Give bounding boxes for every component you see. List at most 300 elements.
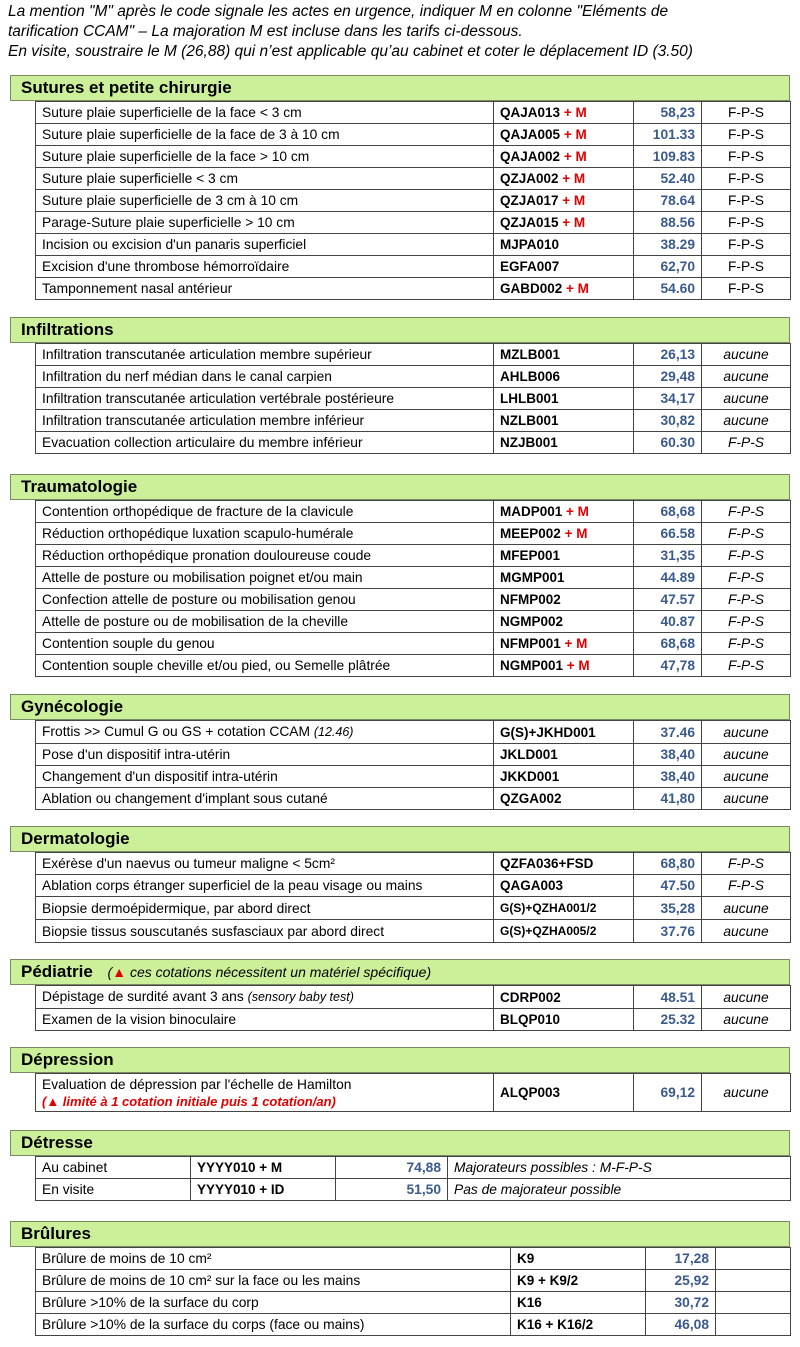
act-price: 17,28: [646, 1248, 716, 1270]
act-label: Confection attelle de posture ou mobilisation genou: [42, 592, 356, 607]
act-price: 68,80: [634, 853, 702, 875]
act-majoration: [716, 1314, 791, 1336]
act-code: K16 + K16/2: [517, 1317, 594, 1332]
table-row: [36, 1009, 791, 1031]
table-row: [36, 256, 791, 278]
table-row: [36, 146, 791, 168]
act-code-cell: [494, 124, 634, 146]
act-code: MGMP001: [500, 570, 565, 585]
table-row: [36, 766, 791, 788]
urgency-marker: + M: [562, 193, 586, 208]
act-code: QAJA002: [500, 149, 561, 164]
table-row: [36, 1248, 791, 1270]
table-gynecologie: [35, 720, 791, 810]
intro-line-3: En visite, soustraire le M (26,88) qui n’est applicable qu’au cabinet et coter le déplacement ID (3.50): [8, 43, 693, 60]
act-label: Examen de la vision binoculaire: [42, 1012, 237, 1027]
act-code-cell: [511, 1248, 646, 1270]
urgency-marker: + M: [562, 215, 586, 230]
act-majoration: aucune: [702, 920, 791, 943]
intro-note: [8, 2, 798, 62]
act-label: Contention souple cheville et/ou pied, ou Semelle plâtrée: [42, 658, 391, 673]
section-header: [10, 959, 790, 985]
act-code: MJPA010: [500, 237, 560, 252]
act-price: 37.76: [634, 920, 702, 943]
urgency-marker: + M: [562, 171, 586, 186]
act-code: QAJA005: [500, 127, 561, 142]
act-label-cell: [36, 190, 494, 212]
section-gynecologie: [10, 694, 790, 810]
act-price: 30,82: [634, 410, 702, 432]
act-label-cell: [36, 146, 494, 168]
act-label: Ablation ou changement d'implant sous cutané: [42, 791, 328, 806]
intro-line-1: La mention "M" après le code signale les actes en urgence, indiquer M en colonne "Eléments de: [8, 3, 669, 20]
act-label: Réduction orthopédique pronation douloureuse coude: [42, 548, 372, 563]
act-code-cell: [494, 366, 634, 388]
act-price: 30,72: [646, 1292, 716, 1314]
table-row: [36, 234, 791, 256]
table-detresse: [35, 1156, 791, 1201]
act-code: MADP001: [500, 504, 563, 519]
act-price: 26,13: [634, 344, 702, 366]
act-label-cell: [36, 655, 494, 677]
section-note: [108, 964, 432, 980]
act-label: Parage-Suture plaie superficielle > 10 cm: [42, 215, 295, 230]
section-sutures: [10, 75, 790, 300]
act-label-cell: [36, 1248, 511, 1270]
section-title: Dermatologie: [10, 826, 790, 852]
act-code-cell: [494, 567, 634, 589]
table-row: [36, 1157, 791, 1179]
act-label-cell: [36, 278, 494, 300]
table-row: [36, 1270, 791, 1292]
act-label: Suture plaie superficielle de la face > 10 cm: [42, 149, 310, 164]
act-label-cell: [36, 897, 494, 920]
act-label: Biopsie tissus souscutanés susfasciaux par abord direct: [42, 923, 385, 939]
table-row: [36, 344, 791, 366]
act-code: MZLB001: [500, 347, 561, 362]
table-traumatologie: [35, 500, 791, 677]
act-majoration: aucune: [702, 986, 791, 1009]
act-price: 47.57: [634, 589, 702, 611]
act-price: 44.89: [634, 567, 702, 589]
act-code-cell: [494, 168, 634, 190]
table-row: [36, 278, 791, 300]
act-majoration: F-P-S: [702, 655, 791, 677]
act-code: JKLD001: [500, 747, 558, 762]
act-label-cell: [36, 212, 494, 234]
act-price: 54.60: [634, 278, 702, 300]
act-code-cell: [494, 986, 634, 1009]
act-code-cell: [511, 1314, 646, 1336]
act-majoration: Pas de majorateur possible: [448, 1179, 791, 1201]
act-code-cell: [494, 432, 634, 454]
urgency-marker: + M: [564, 526, 588, 541]
act-code: QZGA002: [500, 791, 562, 806]
act-code: K9: [517, 1251, 535, 1266]
act-price: 66.58: [634, 523, 702, 545]
act-price: 52.40: [634, 168, 702, 190]
act-code: G(S)+JKHD001: [500, 724, 596, 740]
act-majoration: F-P-S: [702, 432, 791, 454]
urgency-marker: + M: [563, 149, 587, 164]
act-code-cell: [494, 278, 634, 300]
act-price: 69,12: [634, 1074, 702, 1112]
table-row: [36, 875, 791, 897]
act-code-cell: [494, 388, 634, 410]
act-majoration: F-P-S: [702, 501, 791, 523]
act-code-cell: [494, 256, 634, 278]
act-code: K16: [517, 1295, 542, 1310]
act-label: Infiltration transcutanée articulation membre supérieur: [42, 347, 372, 362]
act-label: Ablation corps étranger superficiel de la peau visage ou mains: [42, 878, 423, 893]
act-label-cell: [36, 875, 494, 897]
section-traumatologie: [10, 474, 790, 677]
act-price: 109.83: [634, 146, 702, 168]
act-code: EGFA007: [500, 259, 560, 274]
table-row: [36, 1179, 791, 1201]
act-code-cell: [511, 1270, 646, 1292]
act-price: 60.30: [634, 432, 702, 454]
act-majoration: aucune: [702, 388, 791, 410]
act-code-cell: [494, 102, 634, 124]
act-label-cell: [36, 1270, 511, 1292]
act-price: 41,80: [634, 788, 702, 810]
act-label-cell: [36, 256, 494, 278]
act-code: AHLB006: [500, 369, 561, 384]
act-price: 25.32: [634, 1009, 702, 1031]
act-label-cell: [36, 1292, 511, 1314]
section-detresse: [10, 1130, 790, 1201]
section-infiltrations: [10, 317, 790, 454]
section-pediatrie: [10, 959, 790, 1031]
act-label: Changement d'un dispositif intra-utérin: [42, 769, 278, 784]
warning-triangle-icon: ▲: [112, 964, 127, 980]
act-label-cell: [36, 744, 494, 766]
table-row: [36, 1292, 791, 1314]
act-label-cell: [36, 853, 494, 875]
act-code: CDRP002: [500, 989, 561, 1005]
act-code: QAJA013: [500, 105, 561, 120]
act-code: NFMP001: [500, 636, 561, 651]
section-title: Brûlures: [10, 1221, 790, 1247]
act-code-cell: [494, 721, 634, 744]
act-code: QZJA015: [500, 215, 559, 230]
table-row: [36, 655, 791, 677]
act-majoration: F-P-S: [702, 875, 791, 897]
act-majoration: aucune: [702, 410, 791, 432]
act-code-cell: [494, 853, 634, 875]
act-label: Brûlure >10% de la surface du corp: [42, 1295, 259, 1310]
table-row: [36, 897, 791, 920]
act-code: NGMP001: [500, 658, 564, 673]
act-code-cell: [494, 633, 634, 655]
act-code: LHLB001: [500, 391, 559, 406]
act-label: Dépistage de surdité avant 3 ans: [42, 989, 248, 1004]
act-label-cell: [36, 168, 494, 190]
act-code: G(S)+QZHA005/2: [500, 924, 597, 938]
table-row: [36, 1314, 791, 1336]
section-title: Détresse: [10, 1130, 790, 1156]
act-price: 29,48: [634, 366, 702, 388]
table-row: [36, 545, 791, 567]
act-price: 88.56: [634, 212, 702, 234]
table-row: [36, 633, 791, 655]
act-majoration: F-P-S: [702, 523, 791, 545]
act-label: Infiltration du nerf médian dans le canal carpien: [42, 369, 332, 384]
act-label: Attelle de posture ou de mobilisation de la cheville: [42, 614, 349, 629]
act-label-cell: [36, 501, 494, 523]
table-depression: [35, 1073, 791, 1112]
act-price: 74,88: [336, 1157, 448, 1179]
act-code-cell: [494, 744, 634, 766]
section-title: Gynécologie: [10, 694, 790, 720]
urgency-marker: + M: [564, 636, 588, 651]
table-row: [36, 1074, 791, 1112]
act-majoration: F-P-S: [702, 102, 791, 124]
act-label: Au cabinet: [36, 1157, 191, 1179]
act-majoration: F-P-S: [702, 545, 791, 567]
act-majoration: F-P-S: [702, 853, 791, 875]
act-majoration: [716, 1292, 791, 1314]
act-price: 46,08: [646, 1314, 716, 1336]
act-price: 101.33: [634, 124, 702, 146]
act-label-cell: [36, 589, 494, 611]
act-price: 25,92: [646, 1270, 716, 1292]
act-label-cell: [36, 388, 494, 410]
act-label-cell: [36, 567, 494, 589]
act-majoration: Majorateurs possibles : M-F-P-S: [448, 1157, 791, 1179]
act-majoration: F-P-S: [702, 256, 791, 278]
act-majoration: F-P-S: [702, 212, 791, 234]
act-price: 48.51: [634, 986, 702, 1009]
note-open: (: [107, 964, 113, 980]
act-price: 58,23: [634, 102, 702, 124]
act-label-cell: [36, 1009, 494, 1031]
act-code-cell: [511, 1292, 646, 1314]
table-row: [36, 920, 791, 943]
act-label-note: (sensory baby test): [247, 990, 354, 1004]
act-code-cell: [494, 523, 634, 545]
act-label: Contention orthopédique de fracture de la clavicule: [42, 504, 354, 519]
section-title: Sutures et petite chirurgie: [10, 75, 790, 101]
table-dermatologie: [35, 852, 791, 943]
act-majoration: F-P-S: [702, 589, 791, 611]
act-majoration: F-P-S: [702, 234, 791, 256]
act-label-note: (12.46): [313, 725, 354, 739]
act-majoration: aucune: [702, 344, 791, 366]
act-price: 68,68: [634, 633, 702, 655]
section-title: Pédiatrie: [21, 962, 93, 981]
act-price: 40.87: [634, 611, 702, 633]
act-code-cell: [494, 190, 634, 212]
act-code-cell: [494, 212, 634, 234]
table-row: [36, 744, 791, 766]
act-code-cell: [494, 501, 634, 523]
table-row: [36, 523, 791, 545]
table-brulures: [35, 1247, 791, 1336]
table-row: [36, 366, 791, 388]
act-label-cell: [36, 788, 494, 810]
act-label: Suture plaie superficielle < 3 cm: [42, 171, 238, 186]
section-title: Dépression: [10, 1047, 790, 1073]
act-label-cell: [36, 611, 494, 633]
table-row: [36, 721, 791, 744]
act-label-cell: [36, 234, 494, 256]
act-label: Brûlure de moins de 10 cm² sur la face ou les mains: [42, 1273, 361, 1288]
section-brulures: [10, 1221, 790, 1336]
act-label-cell: [36, 410, 494, 432]
act-majoration: aucune: [702, 788, 791, 810]
act-majoration: aucune: [702, 721, 791, 744]
act-majoration: aucune: [702, 897, 791, 920]
act-label: Frottis >> Cumul G ou GS + cotation CCAM: [42, 724, 314, 739]
table-row: [36, 501, 791, 523]
note-text: ces cotations nécessitent un matériel spécifique): [126, 964, 432, 980]
act-majoration: aucune: [702, 1009, 791, 1031]
act-code: QAGA003: [500, 878, 564, 893]
act-code: G(S)+QZHA001/2: [500, 901, 597, 915]
table-row: [36, 986, 791, 1009]
table-sutures: [35, 101, 791, 300]
act-code: K9 + K9/2: [517, 1273, 579, 1288]
act-majoration: [716, 1270, 791, 1292]
table-row: [36, 853, 791, 875]
act-code: BLQP010: [500, 1012, 561, 1027]
table-row: [36, 388, 791, 410]
act-label-cell: [36, 721, 494, 744]
table-row: [36, 788, 791, 810]
act-majoration: aucune: [702, 366, 791, 388]
table-row: [36, 432, 791, 454]
act-label-cell: [36, 1314, 511, 1336]
act-label-cell: [36, 920, 494, 943]
act-label: Incision ou excision d'un panaris superficiel: [42, 237, 307, 252]
section-title: Traumatologie: [10, 474, 790, 500]
act-majoration: F-P-S: [702, 168, 791, 190]
section-dermatologie: [10, 826, 790, 943]
act-code: ALQP003: [494, 1074, 634, 1112]
act-label: Brûlure >10% de la surface du corps (face ou mains): [42, 1317, 365, 1332]
act-label: Suture plaie superficielle de la face de 3 à 10 cm: [42, 127, 340, 142]
act-majoration: F-P-S: [702, 611, 791, 633]
act-code-cell: [494, 344, 634, 366]
act-label: Excision d'une thrombose hémorroïdaire: [42, 259, 290, 274]
act-label-cell: [36, 344, 494, 366]
act-price: 78.64: [634, 190, 702, 212]
section-depression: [10, 1047, 790, 1112]
urgency-marker: + M: [566, 504, 589, 519]
act-price: 38,40: [634, 744, 702, 766]
act-code-cell: [494, 146, 634, 168]
urgency-marker: + M: [563, 105, 587, 120]
act-code-cell: [494, 545, 634, 567]
act-label-cell: [36, 986, 494, 1009]
act-price: 31,35: [634, 545, 702, 567]
act-majoration: F-P-S: [702, 146, 791, 168]
act-label: Suture plaie superficielle de 3 cm à 10 cm: [42, 193, 299, 208]
act-majoration: F-P-S: [702, 124, 791, 146]
act-label: Attelle de posture ou mobilisation poignet et/ou main: [42, 570, 363, 585]
table-row: [36, 212, 791, 234]
table-row: [36, 124, 791, 146]
act-price: 47.50: [634, 875, 702, 897]
table-row: [36, 611, 791, 633]
act-code: GABD002: [500, 281, 563, 296]
act-label-cell: [36, 124, 494, 146]
act-majoration: F-P-S: [702, 567, 791, 589]
act-majoration: F-P-S: [702, 190, 791, 212]
act-majoration: aucune: [702, 1074, 791, 1112]
act-code-cell: [494, 897, 634, 920]
act-majoration: F-P-S: [702, 633, 791, 655]
table-row: [36, 102, 791, 124]
act-price: 38,40: [634, 766, 702, 788]
act-code: YYYY010 + ID: [191, 1179, 336, 1201]
urgency-marker: + M: [566, 281, 589, 296]
act-price: 47,78: [634, 655, 702, 677]
table-row: [36, 168, 791, 190]
act-code-cell: [494, 1009, 634, 1031]
table-row: [36, 190, 791, 212]
act-price: 51,50: [336, 1179, 448, 1201]
act-code-cell: [494, 410, 634, 432]
act-code-cell: [494, 875, 634, 897]
act-code: YYYY010 + M: [191, 1157, 336, 1179]
act-label: Tamponnement nasal antérieur: [42, 281, 233, 296]
act-label: Evaluation de dépression par l'échelle de Hamilton: [42, 1076, 352, 1092]
act-label: Réduction orthopédique luxation scapulo-humérale: [42, 526, 354, 541]
limit-note: (▲ limité à 1 cotation initiale puis 1 cotation/an): [42, 1093, 336, 1109]
act-majoration: aucune: [702, 766, 791, 788]
act-code: MFEP001: [500, 548, 561, 563]
urgency-marker: + M: [563, 127, 587, 142]
act-code: QZJA017: [500, 193, 559, 208]
act-code-cell: [494, 788, 634, 810]
act-code-cell: [494, 589, 634, 611]
act-code-cell: [494, 655, 634, 677]
act-label: Infiltration transcutanée articulation membre inférieur: [42, 413, 365, 428]
act-label: Infiltration transcutanée articulation vertébrale postérieure: [42, 391, 395, 406]
act-majoration: aucune: [702, 744, 791, 766]
act-code: NZJB001: [500, 435, 558, 450]
act-label: En visite: [36, 1179, 191, 1201]
act-majoration: F-P-S: [702, 278, 791, 300]
act-code: NGMP002: [500, 614, 564, 629]
act-majoration: [716, 1248, 791, 1270]
act-code-cell: [494, 920, 634, 943]
act-label: Pose d'un dispositif intra-utérin: [42, 747, 231, 762]
table-pediatrie: [35, 985, 791, 1031]
act-price: 35,28: [634, 897, 702, 920]
table-infiltrations: [35, 343, 791, 454]
act-code-cell: [494, 234, 634, 256]
act-price: 38.29: [634, 234, 702, 256]
act-label: Evacuation collection articulaire du membre inférieur: [42, 435, 363, 450]
act-label: Brûlure de moins de 10 cm²: [42, 1251, 212, 1266]
act-label-cell: [36, 432, 494, 454]
act-label-cell: [36, 366, 494, 388]
act-code-cell: [494, 611, 634, 633]
act-code: NFMP002: [500, 592, 561, 607]
act-label: Contention souple du genou: [42, 636, 215, 651]
act-code: MEEP002: [500, 526, 561, 541]
act-label-cell: [36, 523, 494, 545]
act-label: Suture plaie superficielle de la face < 3 cm: [42, 105, 302, 120]
act-label-cell: [36, 545, 494, 567]
act-price: 68,68: [634, 501, 702, 523]
act-code: NZLB001: [500, 413, 559, 428]
act-code: QZJA002: [500, 171, 559, 186]
